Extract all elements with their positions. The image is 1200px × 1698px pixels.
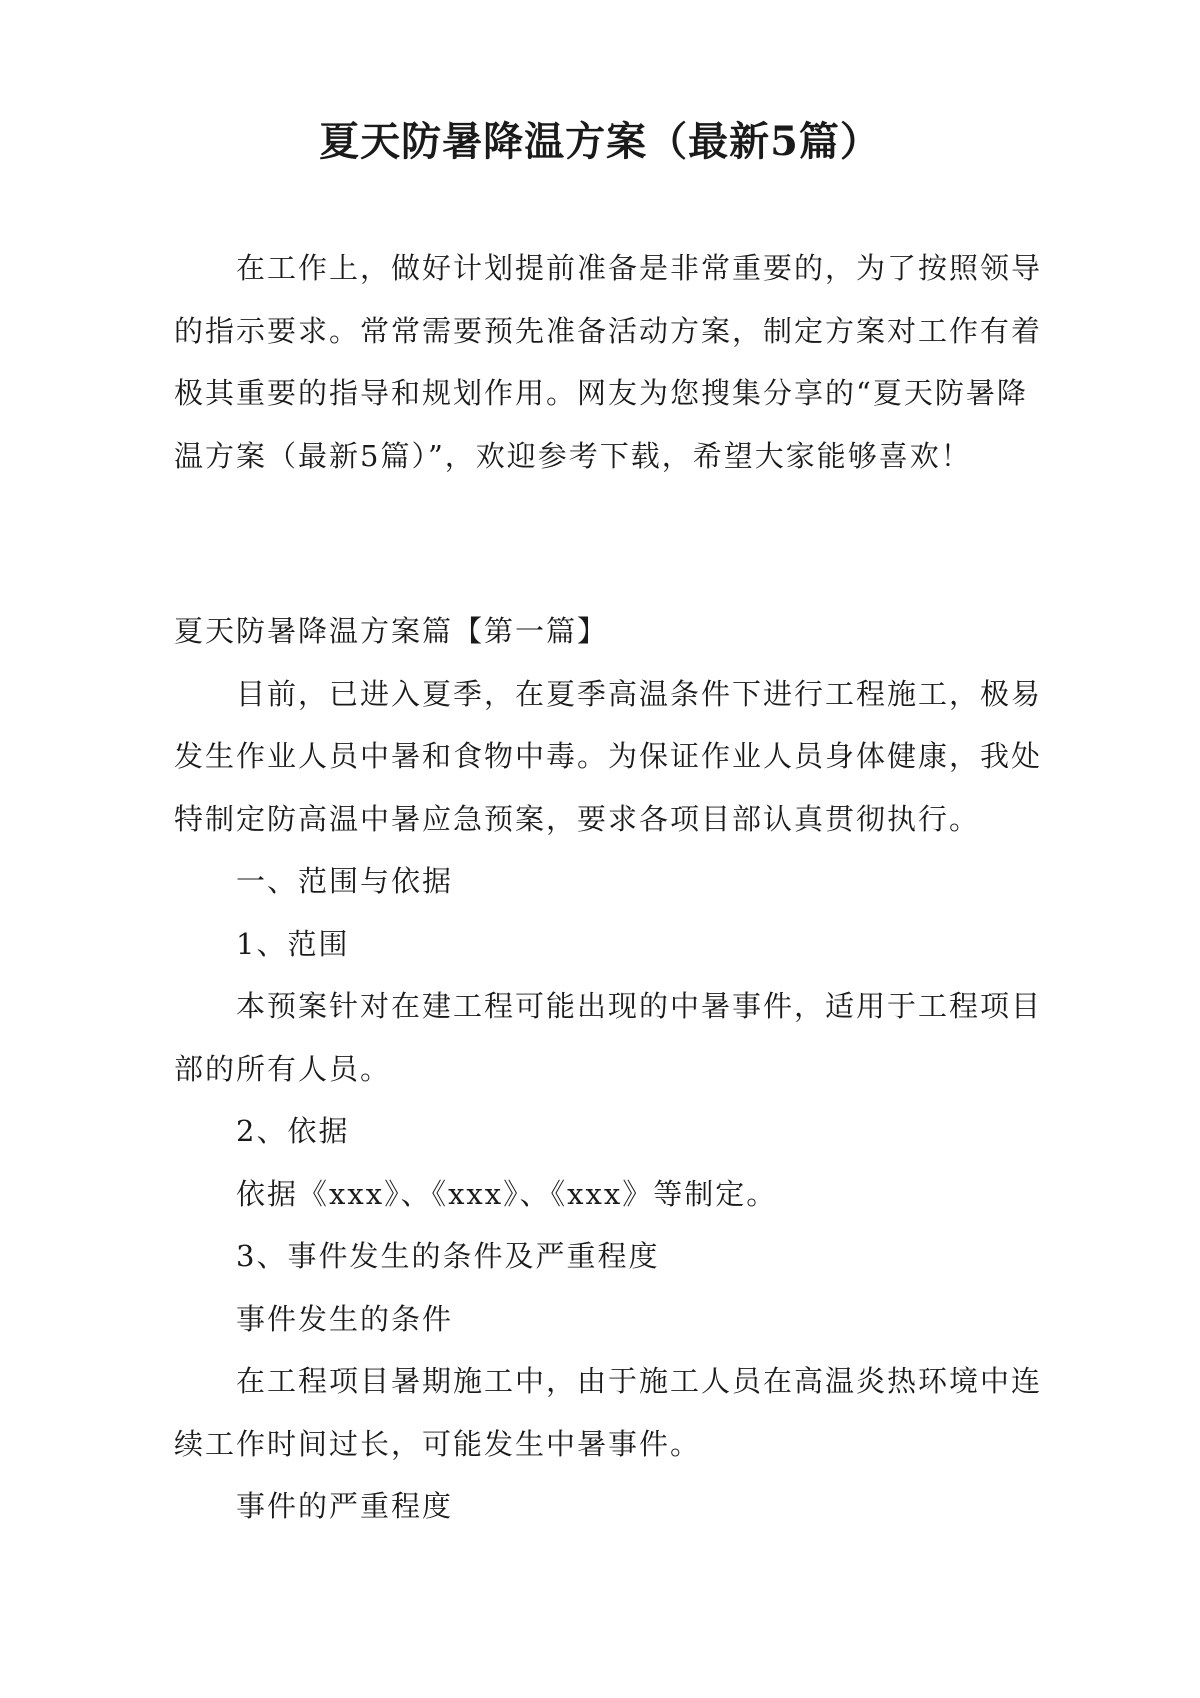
document-title: 夏天防暑降温方案（最新5篇） — [319, 118, 881, 165]
paragraph-scope: 本预案针对在建工程可能出现的中暑事件，适用于工程项目部的所有人员。 — [174, 989, 1043, 1086]
paragraph-background: 目前，已进入夏季，在夏季高温条件下进行工程施工，极易发生作业人员中暑和食物中毒。为保证作业人员身体健康，我处特制定防高温中暑应急预案，要求各项目部认真贯彻执行。 — [174, 676, 1043, 836]
section-content — [174, 600, 1054, 1538]
intro-paragraph: 在工作上，做好计划提前准备是非常重要的，为了按照领导的指示要求。常常需要预先准备活动方案，制定方案对工作有着极其重要的指导和规划作用。网友为您搜集分享的“夏天防暑降温方案（最新5篇）”，欢迎参考下载，希望大家能够喜欢！ — [174, 251, 1043, 473]
heading-scope-basis: 一、范围与依据 — [236, 864, 454, 898]
paragraph-conditions: 在工程项目暑期施工中，由于施工人员在高温炎热环境中连续工作时间过长，可能发生中暑事件。 — [174, 1364, 1043, 1461]
paragraph-basis: 依据《xxx》、《xxx》、《xxx》等制定。 — [236, 1176, 778, 1211]
heading-severity: 事件的严重程度 — [236, 1489, 454, 1523]
heading-conditions-severity: 3、事件发生的条件及严重程度 — [236, 1239, 660, 1273]
section-heading: 夏天防暑降温方案篇【第一篇】 — [174, 614, 609, 648]
heading-basis: 2、依据 — [236, 1114, 350, 1148]
heading-conditions: 事件发生的条件 — [236, 1301, 454, 1336]
heading-scope: 1、范围 — [236, 926, 350, 961]
